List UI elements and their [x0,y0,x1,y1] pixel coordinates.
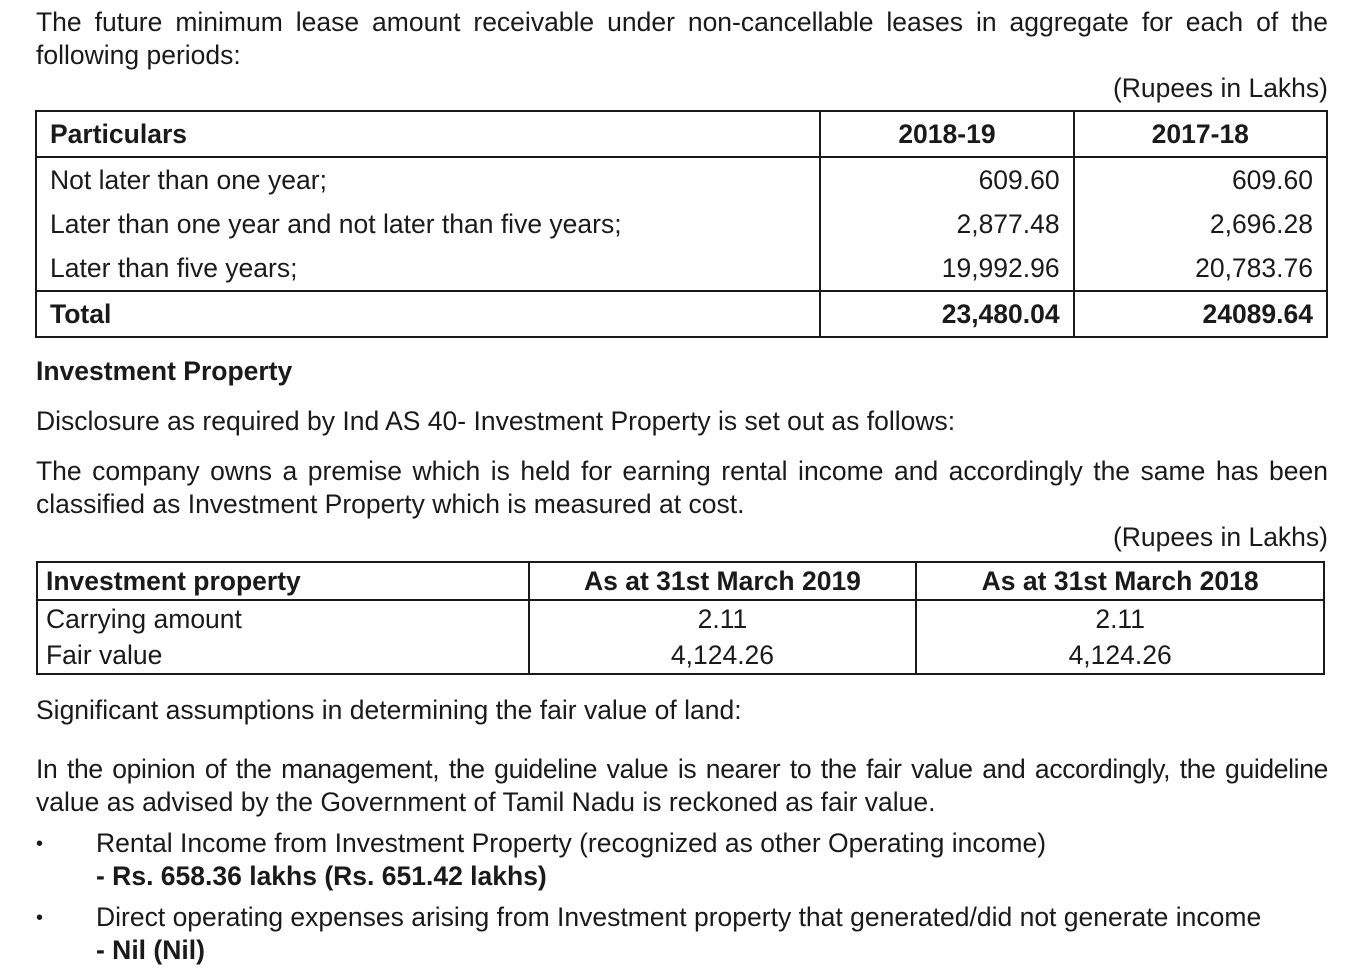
bullet-text [96,827,1046,893]
table-header-row [36,111,1327,157]
investment-description [36,455,1328,521]
bullet-icon: • [36,833,44,855]
column-header: Particulars [36,111,820,157]
cell-value: 2.11 [529,600,917,637]
total-row [36,291,1327,337]
lease-table [35,110,1328,338]
investment-units-note: (Rupees in Lakhs) [1112,522,1328,552]
cell-value: 609.60 [1074,157,1327,202]
bullet-description: Rental Income from Investment Property (recognized as other Operating income) [96,828,1047,858]
lease-units-note: (Rupees in Lakhs) [1112,73,1328,103]
bullet-description: Direct operating expenses arising from Investment property that generated/did not generate income [96,902,1262,932]
row-label: Fair value [37,637,529,674]
cell-value: 4,124.26 [529,637,917,674]
lease-intro-line-1: The future minimum lease amount receivable under non-cancellable leases in aggregate for each of the [36,7,1328,37]
opinion-line-2: value as advised by the Government of Tamil Nadu is reckoned as fair value. [36,787,936,817]
lease-intro-line-2: following periods: [36,40,241,70]
cell-value: 20,783.76 [1074,246,1327,291]
column-header: Investment property [37,562,529,600]
column-header: As at 31st March 2019 [529,562,917,600]
cell-value: 2.11 [916,600,1324,637]
table-row [37,600,1324,637]
lease-intro [36,6,1328,72]
column-header: 2018-19 [820,111,1073,157]
total-label: Total [36,291,820,337]
disclosure-text: Disclosure as required by Ind AS 40- Investment Property is set out as follows: [36,406,956,436]
row-label: Not later than one year; [36,157,820,202]
cell-value: 4,124.26 [916,637,1324,674]
table-header-row [37,562,1324,600]
total-value: 23,480.04 [820,291,1073,337]
row-label: Later than one year and not later than five years; [36,202,820,246]
cell-value: 609.60 [820,157,1073,202]
cell-value: 2,696.28 [1074,202,1327,246]
row-label: Later than five years; [36,246,820,291]
cell-value: 19,992.96 [820,246,1073,291]
opinion-line-1: In the opinion of the management, the guideline value is nearer to the fair value and accordingly, the guideline [36,754,1328,784]
table-row [36,157,1327,202]
bullet-amount: - Rs. 658.36 lakhs (Rs. 651.42 lakhs) [96,861,547,891]
bullet-amount: - Nil (Nil) [96,935,205,965]
section-heading: Investment Property [36,356,293,386]
description-line-2: classified as Investment Property which is measured at cost. [36,489,745,519]
total-value: 24089.64 [1074,291,1327,337]
table-row [36,202,1327,246]
column-header: 2017-18 [1074,111,1327,157]
row-label: Carrying amount [37,600,529,637]
opinion-paragraph [36,753,1328,819]
assumptions-heading: Significant assumptions in determining the fair value of land: [36,695,742,725]
column-header: As at 31st March 2018 [916,562,1324,600]
cell-value: 2,877.48 [820,202,1073,246]
table-row [36,246,1327,291]
bullet-text [96,901,1261,967]
investment-table [36,561,1325,675]
bullet-icon: • [36,907,44,929]
description-line-1: The company owns a premise which is held for earning rental income and accordingly the same has been [36,456,1328,486]
table-row [37,637,1324,674]
